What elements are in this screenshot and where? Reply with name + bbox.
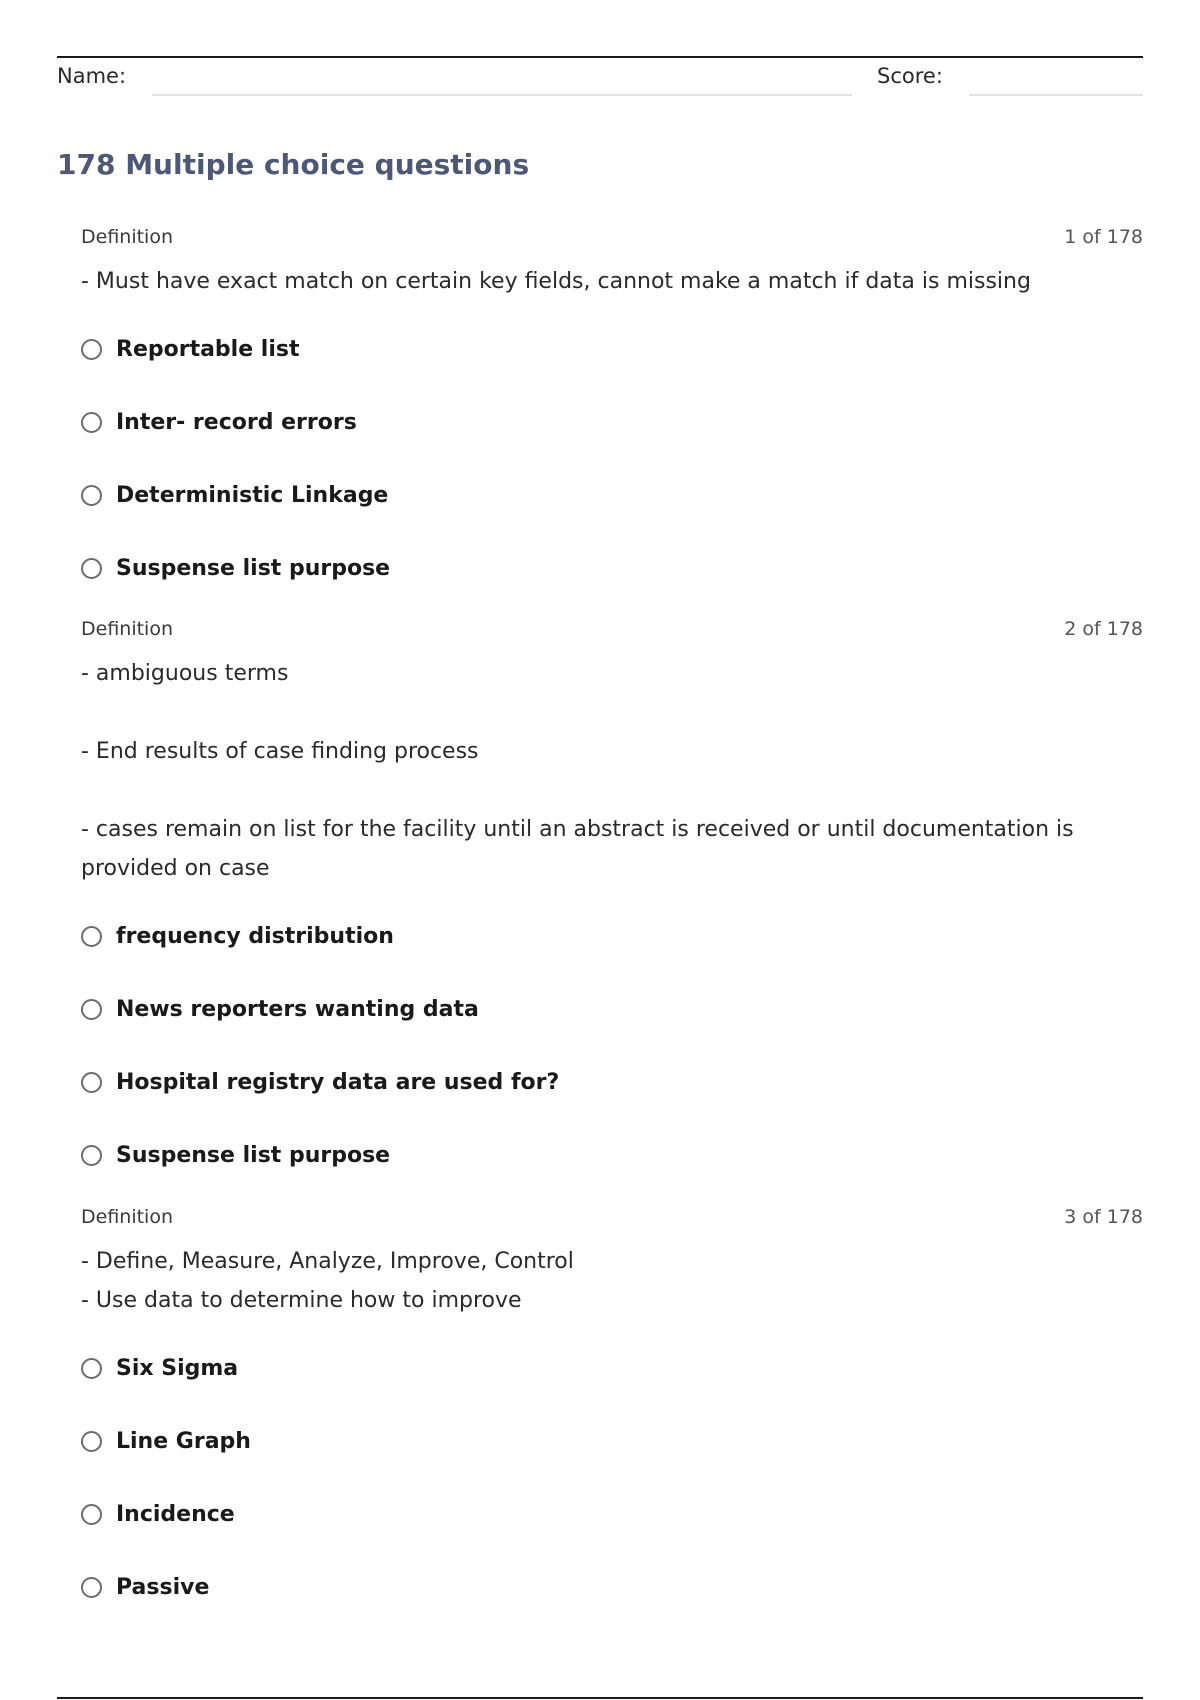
question-type-label: Definition	[81, 1206, 174, 1228]
option-1[interactable]	[81, 900, 1143, 973]
radio-button-icon[interactable]	[81, 558, 102, 579]
radio-button-icon[interactable]	[81, 485, 102, 506]
option-label: Line Graph	[116, 1429, 251, 1454]
options-list	[81, 900, 1143, 1192]
option-label: Inter- record errors	[116, 410, 357, 435]
question-counter: 1 of 178	[1064, 226, 1143, 248]
option-1[interactable]	[81, 313, 1143, 386]
bottom-divider	[57, 1697, 1143, 1699]
option-2[interactable]	[81, 973, 1143, 1046]
option-2[interactable]	[81, 386, 1143, 459]
option-label: News reporters wanting data	[116, 997, 479, 1022]
option-label: Reportable list	[116, 337, 300, 362]
question-meta	[81, 618, 1143, 644]
name-label: Name:	[57, 64, 127, 88]
option-1[interactable]	[81, 1332, 1143, 1405]
question-meta	[81, 1206, 1143, 1232]
score-label: Score:	[877, 64, 943, 88]
option-2[interactable]	[81, 1405, 1143, 1478]
page-title: 178 Multiple choice questions	[57, 148, 530, 181]
name-field[interactable]	[152, 94, 852, 96]
radio-button-icon[interactable]	[81, 1358, 102, 1379]
radio-button-icon[interactable]	[81, 1504, 102, 1525]
question-2	[81, 618, 1143, 1192]
radio-button-icon[interactable]	[81, 999, 102, 1020]
question-type-label: Definition	[81, 618, 174, 640]
question-type-label: Definition	[81, 226, 174, 248]
option-label: Six Sigma	[116, 1356, 239, 1381]
radio-button-icon[interactable]	[81, 1577, 102, 1598]
question-1	[81, 226, 1143, 605]
radio-button-icon[interactable]	[81, 412, 102, 433]
radio-button-icon[interactable]	[81, 1145, 102, 1166]
options-list	[81, 313, 1143, 605]
option-label: frequency distribution	[116, 924, 394, 949]
option-label: Passive	[116, 1575, 210, 1600]
score-field[interactable]	[969, 94, 1143, 96]
option-4[interactable]	[81, 532, 1143, 605]
question-meta	[81, 226, 1143, 252]
header-row	[57, 64, 1143, 98]
question-text: - Must have exact match on certain key fields, cannot make a match if data is missing	[81, 269, 1031, 294]
radio-button-icon[interactable]	[81, 926, 102, 947]
option-3[interactable]	[81, 459, 1143, 532]
option-label: Hospital registry data are used for?	[116, 1070, 560, 1095]
option-label: Suspense list purpose	[116, 556, 391, 581]
option-label: Deterministic Linkage	[116, 483, 389, 508]
top-divider	[57, 56, 1143, 58]
option-4[interactable]	[81, 1551, 1143, 1624]
radio-button-icon[interactable]	[81, 1431, 102, 1452]
question-counter: 2 of 178	[1064, 618, 1143, 640]
option-label: Suspense list purpose	[116, 1143, 391, 1168]
option-3[interactable]	[81, 1046, 1143, 1119]
option-label: Incidence	[116, 1502, 235, 1527]
option-3[interactable]	[81, 1478, 1143, 1551]
question-text: - Define, Measure, Analyze, Improve, Control - Use data to determine how to improve	[81, 1249, 574, 1313]
radio-button-icon[interactable]	[81, 339, 102, 360]
question-3	[81, 1206, 1143, 1624]
question-text: - ambiguous terms - End results of case finding process - cases remain on list for the facility until an abstract is received or until documentation is provided on case	[81, 661, 1074, 881]
option-4[interactable]	[81, 1119, 1143, 1192]
question-counter: 3 of 178	[1064, 1206, 1143, 1228]
radio-button-icon[interactable]	[81, 1072, 102, 1093]
options-list	[81, 1332, 1143, 1624]
